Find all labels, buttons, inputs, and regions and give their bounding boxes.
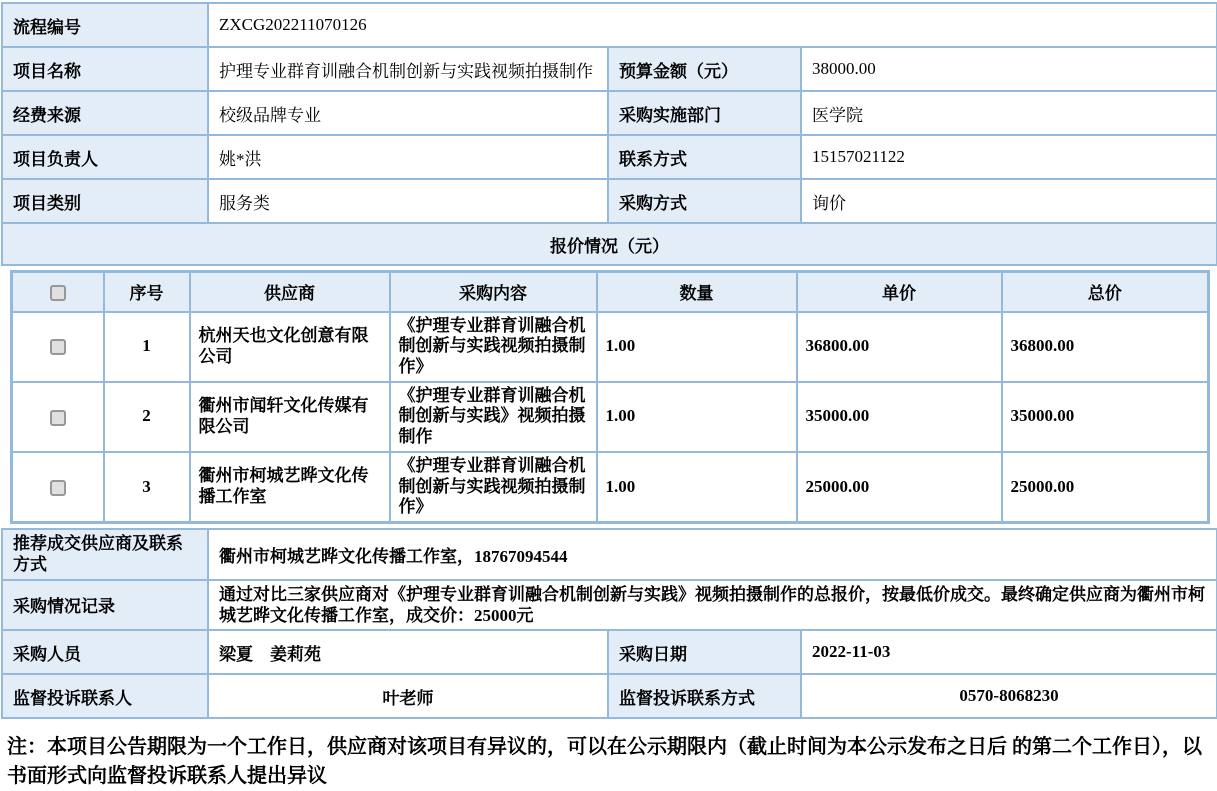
- qty-cell: 1.00: [597, 382, 797, 452]
- project-leader-label: 项目负责人: [2, 135, 208, 179]
- procurement-record-label: 采购情况记录: [2, 580, 208, 631]
- col-header-supplier: 供应商: [190, 272, 390, 312]
- project-name-value: 护理专业群育训融合机制创新与实践视频拍摄制作: [208, 47, 608, 91]
- recommended-supplier-label: 推荐成交供应商及联系方式: [2, 529, 208, 580]
- unit-price-cell: 36800.00: [797, 312, 1002, 382]
- table-row: [2, 674, 1217, 718]
- contact-label: 联系方式: [608, 135, 801, 179]
- select-all-checkbox[interactable]: [50, 285, 66, 301]
- supervisor-contact-person-label: 监督投诉联系人: [2, 674, 208, 718]
- recommended-supplier-value: 衢州市柯城艺晔文化传播工作室，18767094544: [208, 529, 1217, 580]
- department-label: 采购实施部门: [608, 91, 801, 135]
- buyer-value: 梁夏 姜莉苑: [208, 630, 608, 674]
- table-row: [2, 529, 1217, 580]
- project-name-label: 项目名称: [2, 47, 208, 91]
- quote-table: [10, 270, 1210, 524]
- table-row: [2, 630, 1217, 674]
- col-header-total-price: 总价: [1002, 272, 1209, 312]
- checkbox-cell: [12, 382, 104, 452]
- result-info-table: [1, 528, 1217, 719]
- unit-price-cell: 25000.00: [797, 452, 1002, 523]
- supervisor-contact-method-value: 0570-8068230: [801, 674, 1217, 718]
- project-category-value: 服务类: [208, 179, 608, 223]
- funding-source-label: 经费来源: [2, 91, 208, 135]
- col-header-seq: 序号: [104, 272, 190, 312]
- checkbox-cell: [12, 312, 104, 382]
- table-row: [2, 223, 1217, 265]
- quote-row: [12, 312, 1209, 382]
- purchase-date-value: 2022-11-03: [801, 630, 1217, 674]
- procurement-method-label: 采购方式: [608, 179, 801, 223]
- content-cell: 《护理专业群育训融合机制创新与实践》视频拍摄制作: [390, 382, 597, 452]
- budget-label: 预算金额（元）: [608, 47, 801, 91]
- quote-section-title: 报价情况（元）: [2, 223, 1217, 265]
- process-number-label: 流程编号: [2, 3, 208, 47]
- row-checkbox[interactable]: [50, 480, 66, 496]
- qty-cell: 1.00: [597, 452, 797, 523]
- table-row: [2, 47, 1217, 91]
- project-info-table: [1, 2, 1217, 266]
- row-checkbox[interactable]: [50, 339, 66, 355]
- supervisor-contact-person-value: 叶老师: [208, 674, 608, 718]
- purchase-date-label: 采购日期: [608, 630, 801, 674]
- qty-cell: 1.00: [597, 312, 797, 382]
- total-price-cell: 35000.00: [1002, 382, 1209, 452]
- col-header-qty: 数量: [597, 272, 797, 312]
- procurement-method-value: 询价: [801, 179, 1217, 223]
- supplier-cell: 杭州天也文化创意有限公司: [190, 312, 390, 382]
- buyer-label: 采购人员: [2, 630, 208, 674]
- quote-header-row: [12, 272, 1209, 312]
- project-leader-value: 姚*洪: [208, 135, 608, 179]
- table-row: [2, 135, 1217, 179]
- table-row: [2, 580, 1217, 631]
- content-cell: 《护理专业群育训融合机制创新与实践视频拍摄制作》: [390, 312, 597, 382]
- supervisor-contact-method-label: 监督投诉联系方式: [608, 674, 801, 718]
- table-row: [2, 91, 1217, 135]
- budget-value: 38000.00: [801, 47, 1217, 91]
- total-price-cell: 25000.00: [1002, 452, 1209, 523]
- department-value: 医学院: [801, 91, 1217, 135]
- procurement-record-value: 通过对比三家供应商对《护理专业群育训融合机制创新与实践》视频拍摄制作的总报价，按最低价成交。最终确定供应商为衢州市柯城艺晔文化传播工作室，成交价：25000元: [208, 580, 1217, 631]
- seq-cell: 3: [104, 452, 190, 523]
- col-header-content: 采购内容: [390, 272, 597, 312]
- supplier-cell: 衢州市柯城艺晔文化传播工作室: [190, 452, 390, 523]
- total-price-cell: 36800.00: [1002, 312, 1209, 382]
- table-row: [2, 179, 1217, 223]
- seq-cell: 2: [104, 382, 190, 452]
- select-all-cell: [12, 272, 104, 312]
- project-category-label: 项目类别: [2, 179, 208, 223]
- row-checkbox[interactable]: [50, 410, 66, 426]
- quote-row: [12, 382, 1209, 452]
- supplier-cell: 衢州市闻轩文化传媒有限公司: [190, 382, 390, 452]
- col-header-unit-price: 单价: [797, 272, 1002, 312]
- checkbox-cell: [12, 452, 104, 523]
- note-text: 注：本项目公告期限为一个工作日，供应商对该项目有异议的，可以在公示期限内（截止时间为本公示发布之日后 的第二个工作日），以书面形式向监督投诉联系人提出异议: [7, 736, 1202, 788]
- table-row: [2, 3, 1217, 47]
- quote-row: [12, 452, 1209, 523]
- content-cell: 《护理专业群育训融合机制创新与实践视频拍摄制作》: [390, 452, 597, 523]
- process-number-value: ZXCG202211070126: [208, 3, 1217, 47]
- contact-value: 15157021122: [801, 135, 1217, 179]
- unit-price-cell: 35000.00: [797, 382, 1002, 452]
- funding-source-value: 校级品牌专业: [208, 91, 608, 135]
- seq-cell: 1: [104, 312, 190, 382]
